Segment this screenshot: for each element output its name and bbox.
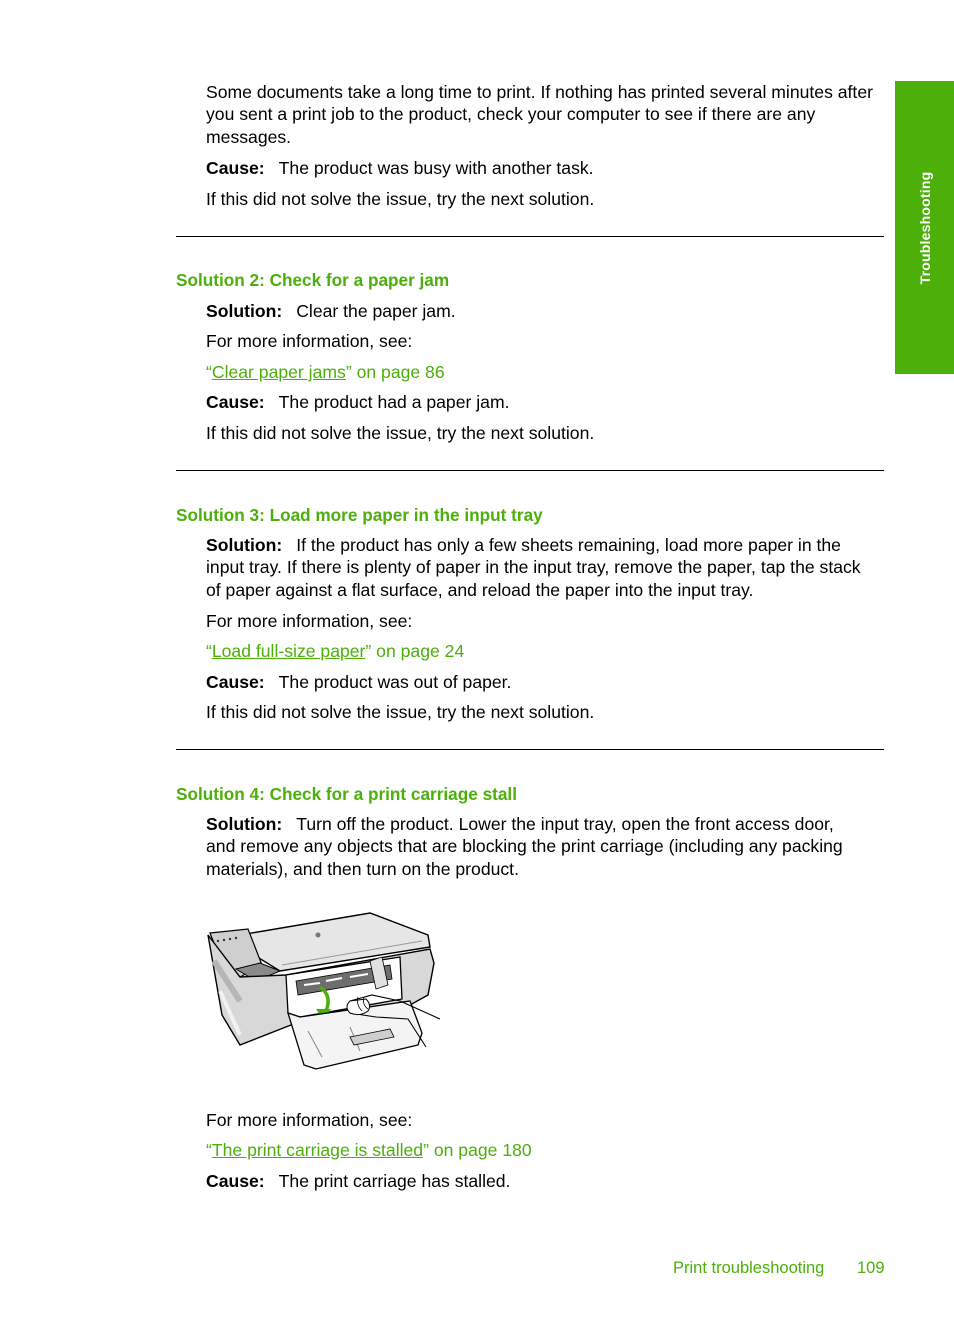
page-ref: ” on page 86 <box>345 362 445 382</box>
s4-cause <box>206 1170 886 1192</box>
cause-label: Cause: <box>206 392 265 412</box>
intro-line: messages. <box>206 126 292 147</box>
s1-cause <box>206 157 886 179</box>
s4-reference <box>206 1139 886 1161</box>
cause-text: The product had a paper jam. <box>278 392 510 412</box>
load-full-size-paper-link[interactable]: Load full-size paper <box>211 641 366 661</box>
s3-next: If this did not solve the issue, try the next solution. <box>206 702 595 722</box>
s3-cause <box>206 671 886 693</box>
solution-line: Turn off the product. Lower the input tray, open the front access door, <box>296 814 834 834</box>
solution-label: Solution: <box>206 535 283 555</box>
solution-line: of paper against a flat surface, and reload the paper into the input tray. <box>206 579 754 600</box>
intro-paragraph <box>206 81 886 148</box>
print-carriage-stalled-link[interactable]: The print carriage is stalled <box>211 1140 424 1160</box>
s4-solution <box>206 813 886 880</box>
solution-line: and remove any objects that are blocking the print carriage (including any packing <box>206 836 843 857</box>
solution-text: Clear the paper jam. <box>296 301 456 321</box>
solution-line: input tray. If there is plenty of paper in the input tray, remove the paper, tap the stack <box>206 557 861 578</box>
section-divider <box>176 470 884 471</box>
chapter-side-tab <box>895 81 954 374</box>
solution-label: Solution: <box>206 814 283 834</box>
solution-2-heading: Solution 2: Check for a paper jam <box>176 270 450 290</box>
solution-line: If the product has only a few sheets remaining, load more paper in the <box>296 535 841 555</box>
quote-open: “ <box>206 362 212 382</box>
intro-line: you sent a print job to the product, check your computer to see if there are any <box>206 104 816 125</box>
solution-3-heading: Solution 3: Load more paper in the input tray <box>176 505 543 525</box>
chapter-side-tab-label: Troubleshooting <box>916 171 933 284</box>
printer-illustration <box>200 905 450 1077</box>
cause-label: Cause: <box>206 1171 265 1191</box>
cause-label: Cause: <box>206 158 265 178</box>
footer-section-title: Print troubleshooting <box>673 1259 825 1277</box>
clear-paper-jams-link[interactable]: Clear paper jams <box>211 362 346 382</box>
cause-text: The print carriage has stalled. <box>278 1171 511 1191</box>
page-ref: ” on page 24 <box>365 641 465 661</box>
footer-page-number: 109 <box>857 1259 885 1277</box>
section-divider <box>176 749 884 750</box>
s4-more-info: For more information, see: <box>206 1110 413 1130</box>
solution-4-heading: Solution 4: Check for a print carriage stall <box>176 784 517 804</box>
solution-label: Solution: <box>206 301 283 321</box>
s3-reference <box>206 640 886 662</box>
s1-next: If this did not solve the issue, try the next solution. <box>206 189 595 209</box>
s2-more-info: For more information, see: <box>206 331 413 351</box>
quote-open: “ <box>206 1140 212 1160</box>
solution-line: materials), and then turn on the product. <box>206 858 519 879</box>
intro-line: Some documents take a long time to print. If nothing has printed several minutes after <box>206 82 873 102</box>
section-divider <box>176 236 884 237</box>
cause-text: The product was busy with another task. <box>278 158 594 178</box>
quote-open: “ <box>206 641 212 661</box>
s3-solution <box>206 534 886 601</box>
s3-more-info: For more information, see: <box>206 611 413 631</box>
s2-solution <box>206 300 886 322</box>
page-ref: ” on page 180 <box>423 1140 532 1160</box>
cause-text: The product was out of paper. <box>278 672 512 692</box>
s2-reference <box>206 361 886 383</box>
cause-label: Cause: <box>206 672 265 692</box>
s2-cause <box>206 391 886 413</box>
s2-next: If this did not solve the issue, try the next solution. <box>206 423 595 443</box>
